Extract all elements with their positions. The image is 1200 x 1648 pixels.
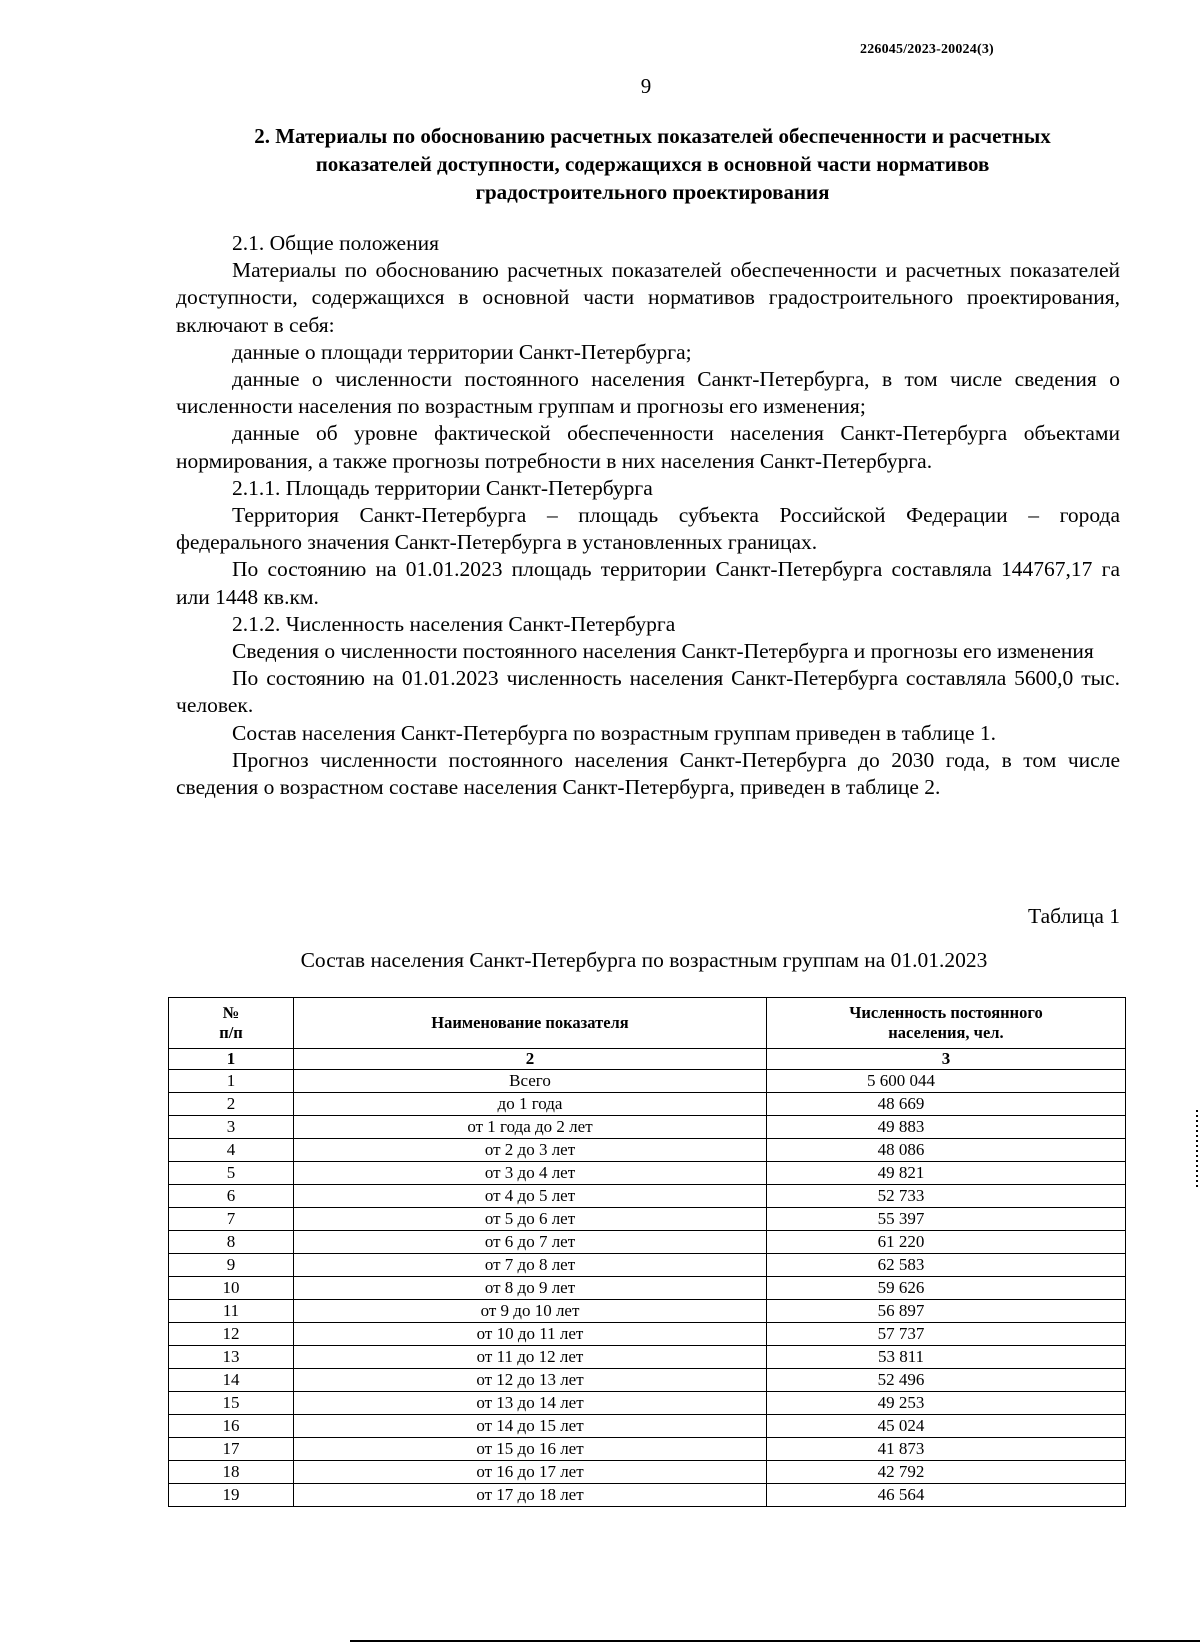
row-indicator: от 5 до 6 лет [294,1208,767,1231]
subsection-heading: 2.1. Общие положения [232,231,440,255]
table-row [169,1116,1126,1139]
row-population: 49 821 [767,1162,1126,1185]
row-indicator: от 6 до 7 лет [294,1231,767,1254]
table-row [169,1277,1126,1300]
table-row [169,1139,1126,1162]
scan-edge-mark [1196,1110,1198,1190]
row-population: 45 024 [767,1415,1126,1438]
table-row [169,1231,1126,1254]
row-indicator: от 2 до 3 лет [294,1139,767,1162]
table-row [169,1070,1126,1093]
table-row [169,1346,1126,1369]
table-row [169,1484,1126,1507]
row-number: 1 [169,1070,294,1093]
section-title [175,122,1130,206]
row-population: 53 811 [767,1346,1126,1369]
row-number: 4 [169,1139,294,1162]
row-number: 9 [169,1254,294,1277]
row-indicator: от 16 до 17 лет [294,1461,767,1484]
row-population: 49 883 [767,1116,1126,1139]
population-table [168,997,1126,1507]
table-header-row [169,998,1126,1049]
paragraph: Материалы по обоснованию расчетных показателей обеспеченности и расчетных показателей доступности, содержащихся в основной части нормативов градостроительного проектирования, включают в себя: [176,258,1120,337]
row-number: 17 [169,1438,294,1461]
row-number: 16 [169,1415,294,1438]
row-number: 18 [169,1461,294,1484]
section-title-line: показателей доступности, содержащихся в основной части нормативов [315,152,990,176]
row-population: 61 220 [767,1231,1126,1254]
row-indicator: от 15 до 16 лет [294,1438,767,1461]
row-indicator: от 17 до 18 лет [294,1484,767,1507]
paragraph: По состоянию на 01.01.2023 площадь территории Санкт-Петербурга составляла 144767,17 га или 1448 кв.км. [176,557,1120,609]
subsection-heading: 2.1.1. Площадь территории Санкт-Петербурга [232,475,653,500]
row-population: 52 496 [767,1369,1126,1392]
row-population: 55 397 [767,1208,1126,1231]
page-number: 9 [640,74,652,98]
table-row [169,1461,1126,1484]
row-indicator: от 7 до 8 лет [294,1254,767,1277]
table-row [169,1162,1126,1185]
row-indicator: от 13 до 14 лет [294,1392,767,1415]
table-row [169,1369,1126,1392]
row-number: 2 [169,1093,294,1116]
row-number: 15 [169,1392,294,1415]
row-number: 19 [169,1484,294,1507]
column-number: 3 [767,1049,1126,1070]
row-population: 41 873 [767,1438,1126,1461]
table-row [169,1185,1126,1208]
paragraph: Состав населения Санкт-Петербурга по возрастным группам приведен в таблице 1. [232,720,996,745]
row-number: 8 [169,1231,294,1254]
row-number: 10 [169,1277,294,1300]
table-label: Таблица 1 [1028,904,1120,928]
column-number: 1 [169,1049,294,1070]
row-population: 57 737 [767,1323,1126,1346]
row-population: 56 897 [767,1300,1126,1323]
header-number: № п/п [169,998,294,1049]
paragraph: Территория Санкт-Петербурга – площадь субъекта Российской Федерации – города федерального значения Санкт-Петербурга в установленных границах. [176,503,1120,555]
row-number: 3 [169,1116,294,1139]
paragraph: данные об уровне фактической обеспеченности населения Санкт-Петербурга объектами нормирования, а также прогнозы потребности в них населения Санкт-Петербурга. [176,421,1120,473]
table-row [169,1254,1126,1277]
table-row [169,1300,1126,1323]
row-indicator: от 1 года до 2 лет [294,1116,767,1139]
section-title-line: градостроительного проектирования [475,180,830,204]
row-indicator: до 1 года [294,1093,767,1116]
row-population: 5 600 044 [767,1070,1126,1093]
row-number: 14 [169,1369,294,1392]
row-number: 7 [169,1208,294,1231]
row-population: 62 583 [767,1254,1126,1277]
header-population: Численность постоянного населения, чел. [767,998,1126,1049]
row-number: 12 [169,1323,294,1346]
row-indicator: от 10 до 11 лет [294,1323,767,1346]
row-population: 59 626 [767,1277,1126,1300]
table-row [169,1415,1126,1438]
row-indicator: от 12 до 13 лет [294,1369,767,1392]
row-population: 48 669 [767,1093,1126,1116]
table-row [169,1093,1126,1116]
row-indicator: от 4 до 5 лет [294,1185,767,1208]
body-text [176,230,1120,801]
paragraph: данные о численности постоянного населения Санкт-Петербурга, в том числе сведения о численности населения по возрастным группам и прогнозы его изменения; [176,367,1120,419]
row-population: 46 564 [767,1484,1126,1507]
table-row [169,1392,1126,1415]
scan-bottom-rule [350,1640,1200,1642]
row-indicator: от 8 до 9 лет [294,1277,767,1300]
row-indicator: от 3 до 4 лет [294,1162,767,1185]
row-population: 52 733 [767,1185,1126,1208]
paragraph: Прогноз численности постоянного населения Санкт-Петербурга до 2030 года, в том числе сведения о возрастном составе населения Санкт-Петербурга, приведен в таблице 2. [176,747,1120,800]
paragraph: Сведения о численности постоянного населения Санкт-Петербурга и прогнозы его изменения [232,639,1094,664]
row-population: 49 253 [767,1392,1126,1415]
row-number: 13 [169,1346,294,1369]
document-number: 226045/2023-20024(3) [860,42,994,57]
row-number: 6 [169,1185,294,1208]
subsection-heading: 2.1.2. Численность населения Санкт-Петербурга [232,611,676,636]
paragraph: По состоянию на 01.01.2023 численность населения Санкт-Петербурга составляла 5600,0 тыс. человек. [176,666,1120,718]
row-population: 42 792 [767,1461,1126,1484]
row-indicator: от 9 до 10 лет [294,1300,767,1323]
paragraph: данные о площади территории Санкт-Петербурга; [232,339,692,364]
header-indicator: Наименование показателя [294,998,767,1049]
table-row [169,1323,1126,1346]
section-title-line: 2. Материалы по обоснованию расчетных показателей обеспеченности и расчетных [254,124,1051,148]
row-indicator: от 11 до 12 лет [294,1346,767,1369]
row-number: 11 [169,1300,294,1323]
column-number-row [169,1049,1126,1070]
row-indicator: от 14 до 15 лет [294,1415,767,1438]
table-row [169,1438,1126,1461]
table-row [169,1208,1126,1231]
column-number: 2 [294,1049,767,1070]
row-population: 48 086 [767,1139,1126,1162]
row-number: 5 [169,1162,294,1185]
row-indicator: Всего [294,1070,767,1093]
table-caption: Состав населения Санкт-Петербурга по возрастным группам на 01.01.2023 [300,948,988,972]
